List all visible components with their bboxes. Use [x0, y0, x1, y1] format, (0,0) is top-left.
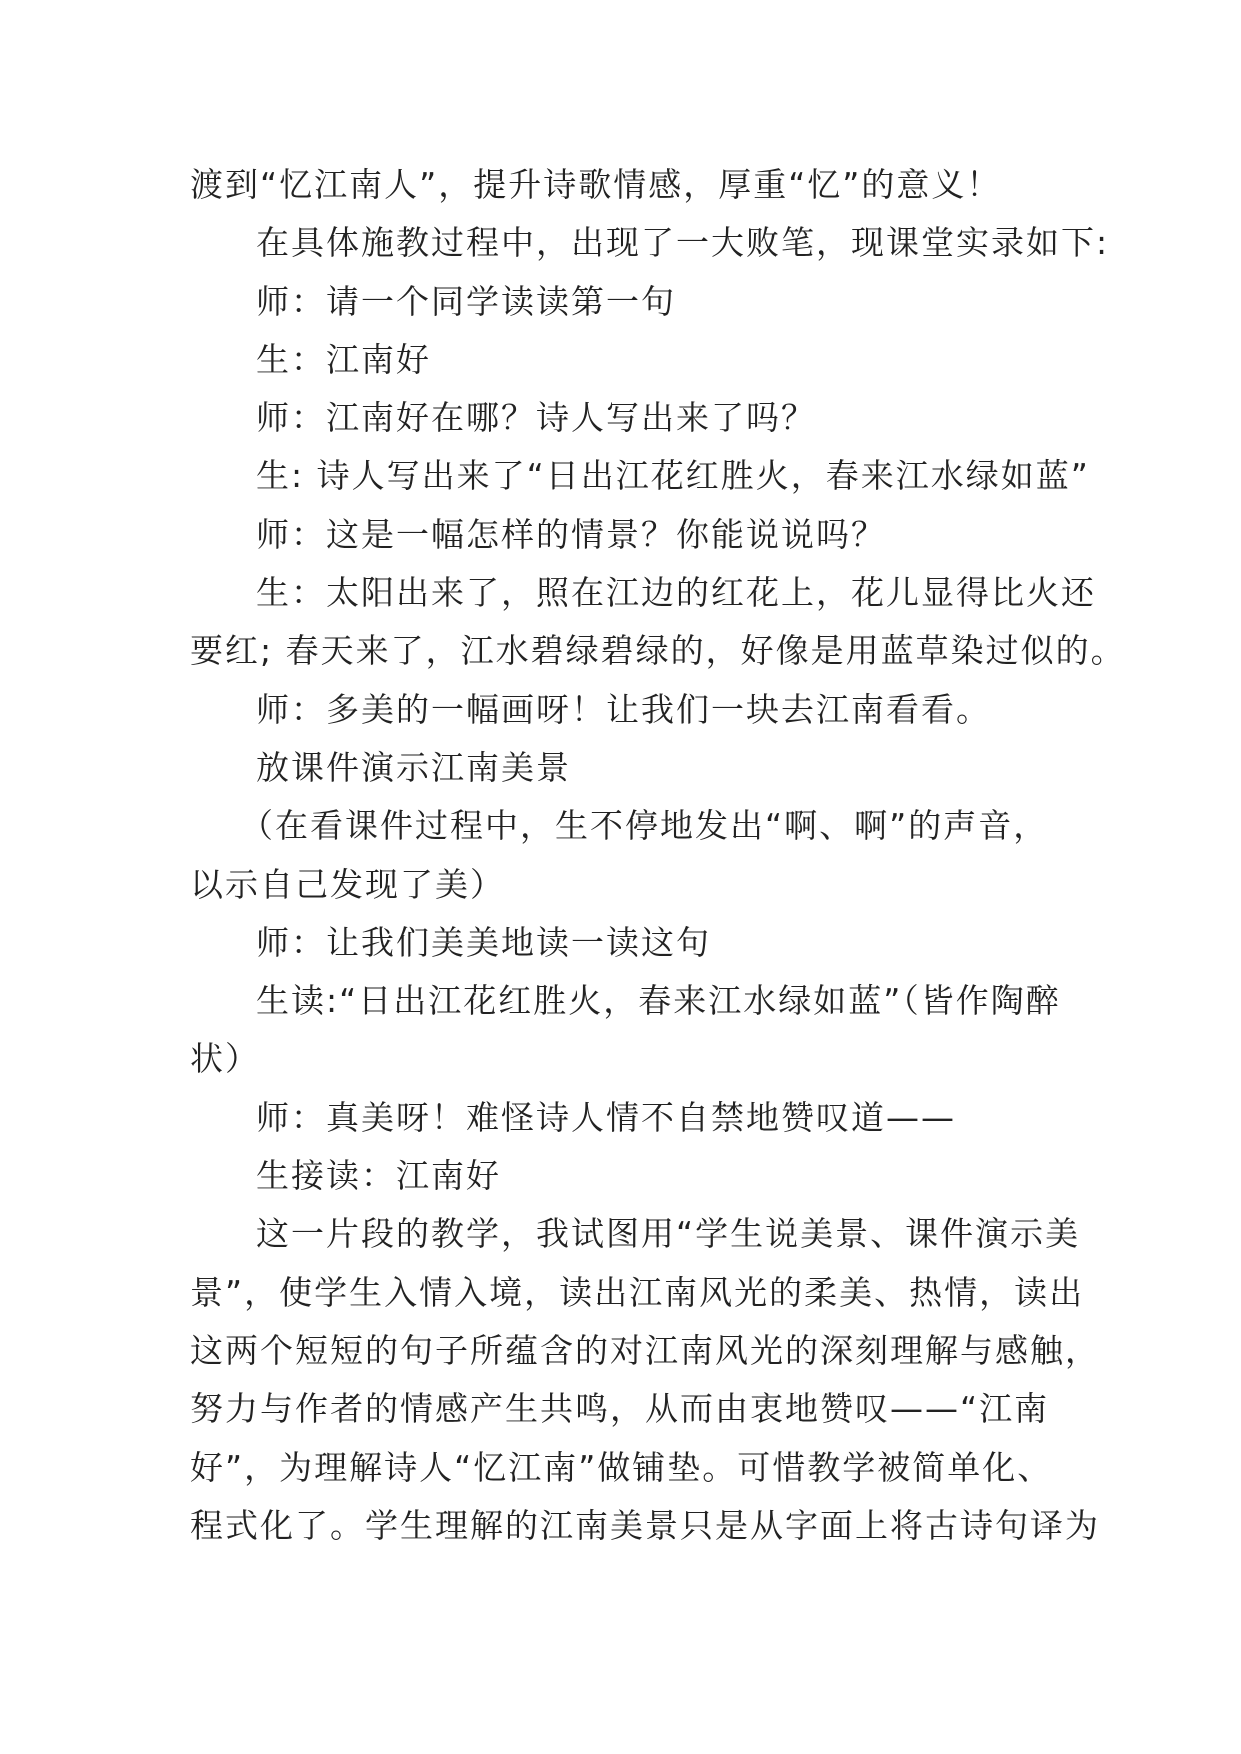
text-line: 以示自己发现了美） [190, 864, 505, 904]
text-line: 好”，为理解诗人“忆江南”做铺垫。可惜教学被简单化、 [190, 1447, 1053, 1487]
dialogue-line: 生接读：江南好 [256, 1156, 501, 1196]
text-line: （在看课件过程中，生不停地发出“啊、啊”的声音， [240, 806, 1049, 846]
text-line: 在具体施教过程中，出现了一大败笔，现课堂实录如下: [256, 223, 1110, 263]
text-line: 这两个短短的句子所蕴含的对江南风光的深刻理解与感触， [190, 1330, 1100, 1370]
text-line: 努力与作者的情感产生共鸣，从而由衷地赞叹——“江南 [190, 1389, 1050, 1429]
text-line: 状） [190, 1039, 260, 1079]
dialogue-line: 师：多美的一幅画呀！让我们一块去江南看看。 [256, 689, 991, 729]
dialogue-line: 师：这是一幅怎样的情景？你能说说吗？ [256, 514, 886, 554]
dialogue-line: 师：请一个同学读读第一句 [256, 281, 676, 321]
dialogue-line: 生：太阳出来了，照在江边的红花上，花儿显得比火还 [256, 573, 1096, 613]
text-line: 这一片段的教学，我试图用“学生说美景、课件演示美 [256, 1214, 1081, 1254]
text-line: 程式化了。学生理解的江南美景只是从字面上将古诗句译为 [190, 1505, 1100, 1545]
text-line: 要红; 春天来了，江水碧绿碧绿的，好像是用蓝草染过似的。 [190, 631, 1126, 671]
dialogue-line: 师：江南好在哪？诗人写出来了吗？ [256, 398, 816, 438]
text-line: 渡到“忆江南人”，提升诗歌情感，厚重“忆”的意义！ [190, 165, 1002, 204]
dialogue-line: 生: 诗人写出来了“日出江花红胜火，春来江水绿如蓝” [256, 456, 1090, 496]
dialogue-line: 师：让我们美美地读一读这句 [256, 922, 711, 962]
text-line: 景”，使学生入情入境，读出江南风光的柔美、热情，读出 [190, 1272, 1085, 1312]
dialogue-line: 生读:“日出江花红胜火，春来江水绿如蓝”（皆作陶醉 [256, 981, 1061, 1021]
body-text [190, 156, 1126, 1555]
text-line: 放课件演示江南美景 [256, 747, 571, 787]
dialogue-line: 师：真美呀！难怪诗人情不自禁地赞叹道—— [256, 1097, 956, 1137]
dialogue-line: 生：江南好 [256, 339, 431, 379]
